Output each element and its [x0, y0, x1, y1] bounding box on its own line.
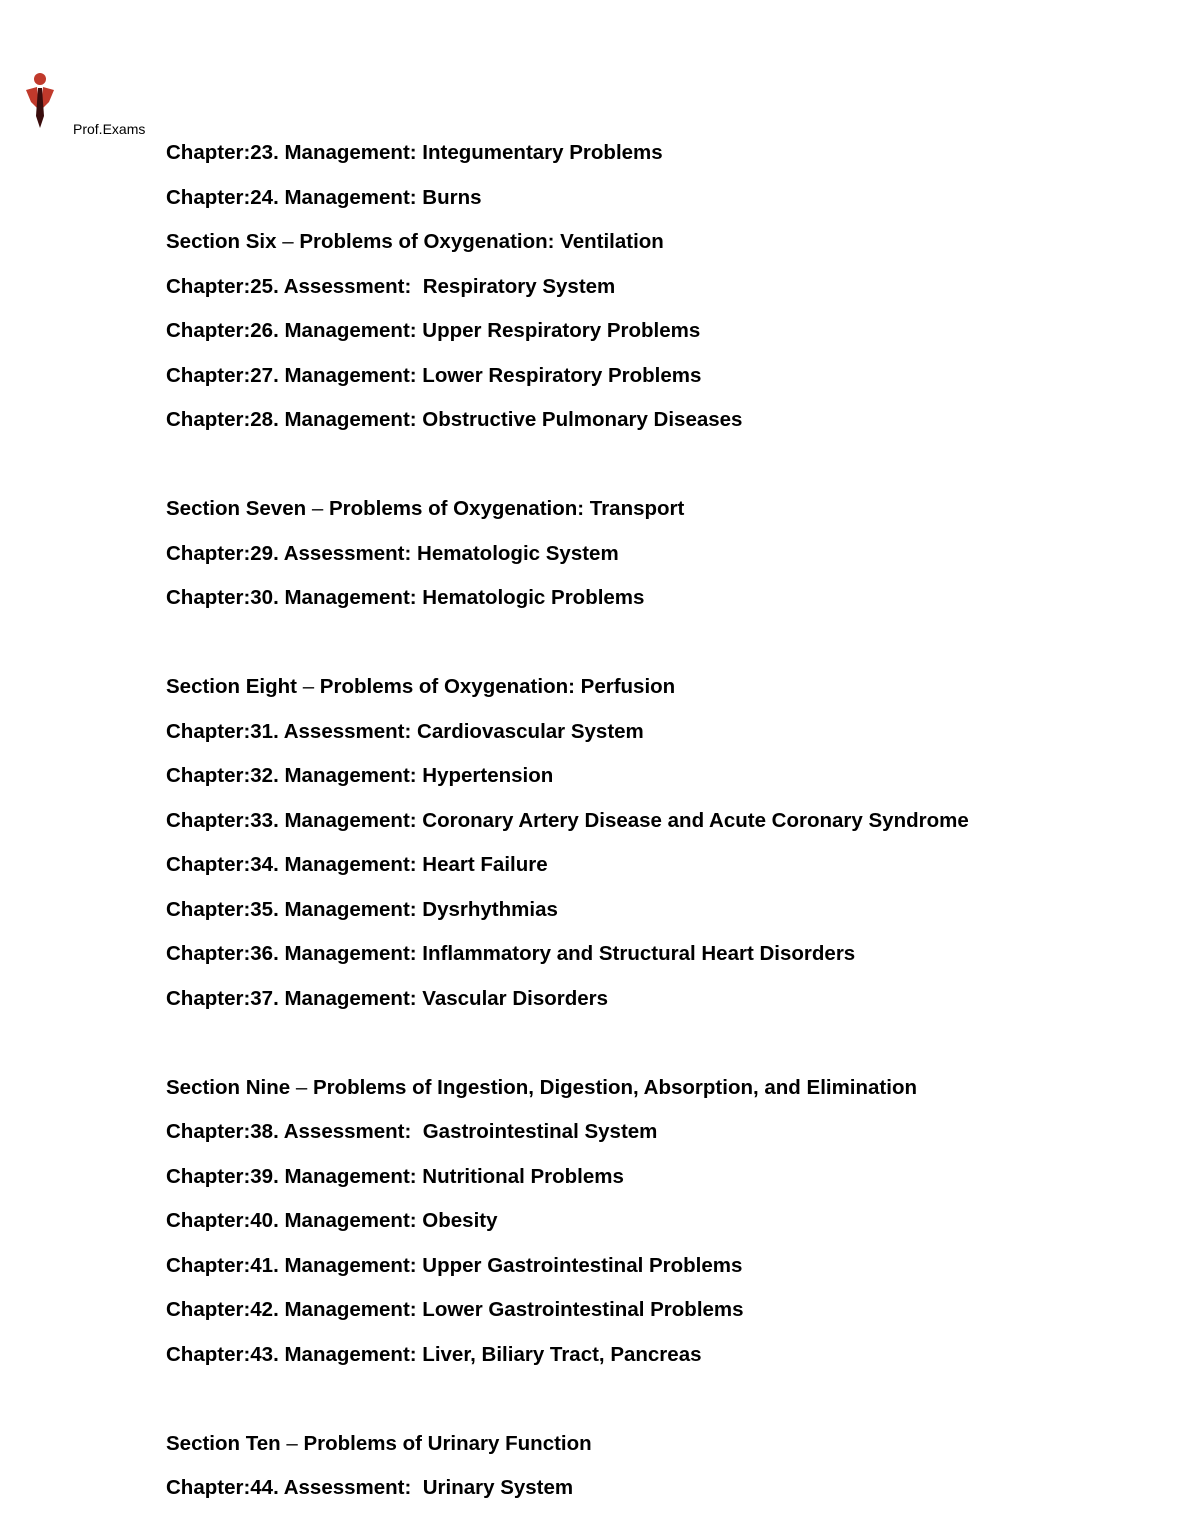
brand-name: Prof.Exams — [73, 121, 146, 137]
chapter-entry: Chapter:26. Management: Upper Respiratory Problems — [166, 319, 701, 342]
chapter-entry: Chapter:40. Management: Obesity — [166, 1209, 498, 1232]
chapter-entry: Chapter:38. Assessment: Gastrointestinal System — [166, 1120, 658, 1143]
chapter-entry: Chapter:37. Management: Vascular Disorders — [166, 986, 609, 1010]
section-heading — [166, 1073, 969, 1118]
chapter-entry: Chapter:42. Management: Lower Gastrointestinal Problems — [166, 1298, 744, 1321]
section-title: Problems of Urinary Function — [303, 1431, 592, 1455]
chapter-entry: Chapter:29. Assessment: Hematologic System — [166, 541, 619, 565]
chapter-entry: Chapter:24. Management: Burns — [166, 185, 482, 209]
chapter-entry: Chapter:27. Management: Lower Respiratory Problems — [166, 363, 702, 387]
section-heading — [166, 672, 969, 717]
chapter-entry: Chapter:41. Management: Upper Gastrointestinal Problems — [166, 1253, 743, 1277]
chapter-entry: Chapter:28. Management: Obstructive Pulmonary Diseases — [166, 408, 743, 431]
chapter-entry: Chapter:34. Management: Heart Failure — [166, 853, 548, 876]
section-heading — [166, 1429, 969, 1474]
section-prefix: Section Ten — [166, 1431, 281, 1455]
chapter-entry: Chapter:44. Assessment: Urinary System — [166, 1476, 574, 1499]
toc-spacer — [166, 1384, 969, 1429]
chapter-entry: Chapter:31. Assessment: Cardiovascular System — [166, 719, 644, 743]
logo-head — [34, 73, 46, 85]
toc-spacer — [166, 1028, 969, 1073]
chapter-entry: Chapter:23. Management: Integumentary Problems — [166, 141, 663, 164]
chapter-entry: Chapter:30. Management: Hematologic Problems — [166, 586, 645, 609]
toc-spacer — [166, 450, 969, 495]
chapter-entry: Chapter:43. Management: Liver, Biliary Tract, Pancreas — [166, 1342, 702, 1366]
chapter-entry: Chapter:25. Assessment: Respiratory System — [166, 274, 616, 298]
section-dash: – — [282, 230, 294, 253]
section-dash: – — [286, 1431, 298, 1455]
chapter-entry: Chapter:33. Management: Coronary Artery Disease and Acute Coronary Syndrome — [166, 808, 969, 832]
section-heading — [166, 494, 969, 539]
section-title: Problems of Oxygenation: Perfusion — [319, 675, 676, 698]
section-prefix: Section Six — [166, 230, 277, 253]
toc-spacer — [166, 628, 969, 673]
section-title: Problems of Oxygenation: Ventilation — [299, 230, 664, 253]
chapter-entry: Chapter:39. Management: Nutritional Problems — [166, 1164, 624, 1188]
chapter-entry: Chapter:36. Management: Inflammatory and Structural Heart Disorders — [166, 942, 856, 965]
presenter-tie-logo-icon — [22, 72, 58, 130]
section-prefix: Section Nine — [166, 1075, 291, 1099]
section-title: Problems of Ingestion, Digestion, Absorption, and Elimination — [312, 1075, 917, 1099]
section-dash: – — [311, 497, 324, 520]
section-prefix: Section Eight — [166, 675, 297, 698]
chapter-entry: Chapter:35. Management: Dysrhythmias — [166, 897, 558, 921]
section-title: Problems of Oxygenation: Transport — [328, 497, 685, 520]
table-of-contents — [166, 138, 969, 1518]
section-prefix: Section Seven — [166, 497, 307, 520]
section-dash: – — [295, 1075, 308, 1099]
chapter-entry: Chapter:32. Management: Hypertension — [166, 764, 554, 787]
section-heading — [166, 227, 969, 272]
section-dash: – — [302, 675, 315, 698]
